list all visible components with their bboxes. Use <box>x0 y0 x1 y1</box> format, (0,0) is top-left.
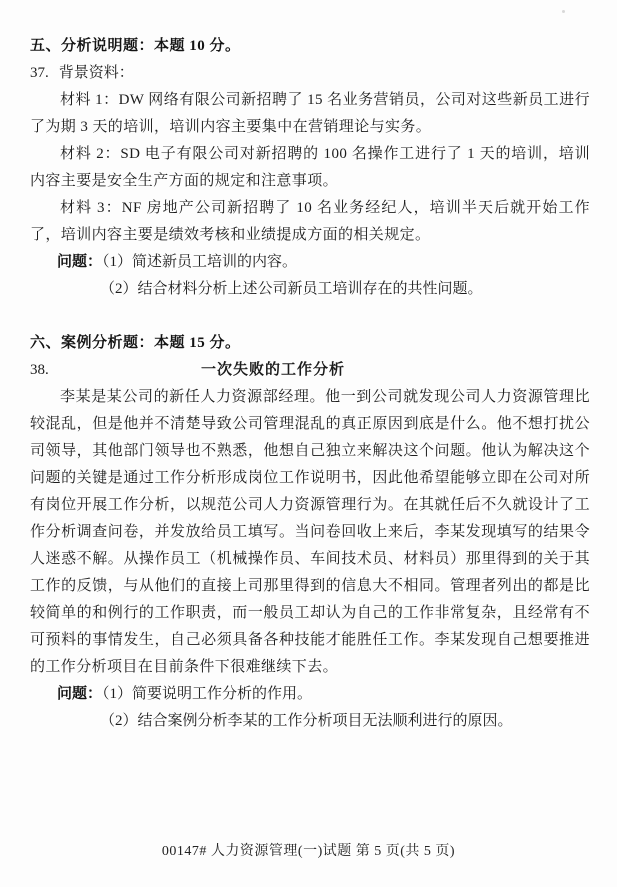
question-38-subquestion-1-row <box>30 681 590 708</box>
question-37-number: 37. <box>30 65 49 81</box>
question-38-subquestion-2: （2）结合案例分析李某的工作分析项目无法顺利进行的原因。 <box>100 713 513 729</box>
page-footer: 00147# 人力资源管理(一)试题 第 5 页(共 5 页) <box>161 844 456 859</box>
question-37-questions-label: 问题： <box>57 254 103 270</box>
question-37-subquestion-1: （1）简述新员工培训的内容。 <box>102 254 298 270</box>
material-1-paragraph: 材料 1：DW 网络有限公司新招聘了 15 名业务营销员，公司对这些新员工进行了为期 3 天的培训，培训内容主要集中在营销理论与实务。 <box>30 92 590 135</box>
question-38-questions-label: 问题： <box>57 686 103 702</box>
question-38-case-title: 一次失败的工作分析 <box>200 362 345 378</box>
question-37-subquestion-1-row <box>30 249 590 276</box>
question-38-title-row <box>30 357 590 384</box>
material-2-paragraph: 材料 2：SD 电子有限公司对新招聘的 100 名操作工进行了 1 天的培训，培训内容主要是安全生产方面的规定和注意事项。 <box>30 146 590 189</box>
question-37-header <box>30 60 590 87</box>
section-5-heading: 五、分析说明题：本题 10 分。 <box>30 38 241 54</box>
question-38-subquestion-1: （1）简要说明工作分析的作用。 <box>102 686 313 702</box>
question-38-case-body: 李某是某公司的新任人力资源部经理。他一到公司就发现公司人力资源管理比较混乱，但是他并不清楚导致公司管理混乱的真正原因到底是什么。他不想打扰公司领导，其他部门领导也不熟悉，他想自己独立来解决这个问题。他认为解决这个问题的关键是通过工作分析形成岗位工作说明书，因此他希望能够立即在公司对所有岗位开展工作分析，以规范公司人力资源管理行为。在其就任后不久就设计了工作分析调查问卷，并发放给员工填写。当问卷回收上来后，李某发现填写的结果令人迷惑不解。从操作员工（机械操作员、车间技术员、材料员）那里得到的关于其工作的反馈，与从他们的直接上司那里得到的信息大不相同。管理者列出的都是比较简单的和例行的工作职责，而一般员工却认为自己的工作非常复杂，且经常有不可预料的事情发生，自己必须具备各种技能才能胜任工作。李某发现自己想要推进的工作分析项目在目前条件下很难继续下去。 <box>30 389 590 675</box>
material-3-paragraph: 材料 3：NF 房地产公司新招聘了 10 名业务经纪人，培训半天后就开始工作了，培训内容主要是绩效考核和业绩提成方面的相关规定。 <box>30 200 590 243</box>
question-37-subquestion-2: （2）结合材料分析上述公司新员工培训存在的共性问题。 <box>100 281 483 297</box>
section-6-heading: 六、案例分析题：本题 15 分。 <box>30 335 241 351</box>
scan-artifact-dot <box>562 10 565 13</box>
question-37-label: 背景资料： <box>58 65 134 81</box>
question-38-number: 38. <box>30 362 49 378</box>
